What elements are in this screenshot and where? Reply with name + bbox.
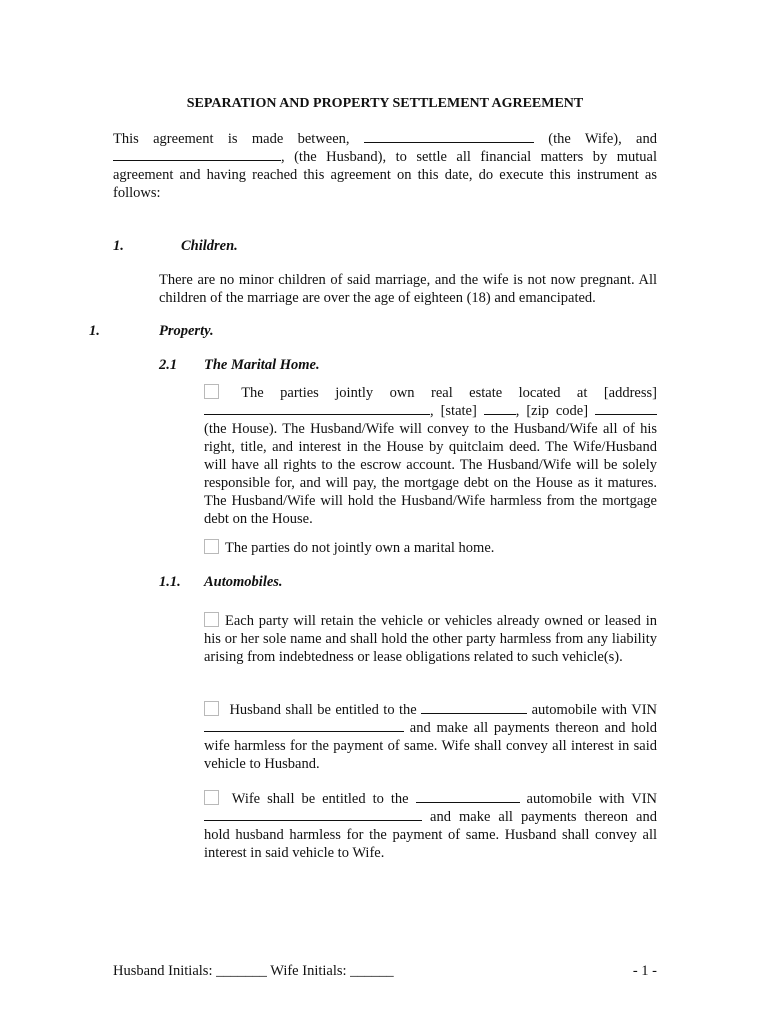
automobiles-number: 1.1. xyxy=(159,574,181,590)
wife-vehicle-text-b: automobile with VIN xyxy=(526,791,658,807)
husband-name-blank[interactable] xyxy=(113,148,281,161)
husband-vehicle-checkbox[interactable] xyxy=(204,701,219,716)
automobiles-title: Automobiles. xyxy=(204,574,283,590)
marital-home-number: 2.1 xyxy=(159,357,178,373)
intro-text: This agreement is made between, xyxy=(113,131,350,147)
wife-name-blank[interactable] xyxy=(364,130,534,143)
auto-option-wife xyxy=(204,790,657,862)
wife-vehicle-text-a: Wife shall be entitled to the xyxy=(231,791,409,807)
wife-vin-blank[interactable] xyxy=(204,808,422,821)
retain-vehicles-text: Each party will retain the vehicle or vehicles already owned or leased in his or her sole name and shall hold the other party harmless from any liability arising from indebtedness or lease obligations related to such vehicle(s). xyxy=(204,613,657,665)
initials-line: Husband Initials: _______ Wife Initials: ______ xyxy=(113,963,394,979)
state-blank[interactable] xyxy=(484,402,516,415)
joint-home-checkbox[interactable] xyxy=(204,384,219,399)
joint-home-text-a: The parties jointly own real estate located at [address] xyxy=(241,385,657,401)
intro-paragraph xyxy=(113,130,657,202)
marital-home-option-none xyxy=(204,539,657,557)
page-number: - 1 - xyxy=(632,963,657,979)
no-home-text: The parties do not jointly own a marital home. xyxy=(225,540,495,556)
husband-label: , (the Husband), to settle all financial matters by mutual agreement and having reached this agreement on this date, do execute this instrument as follows: xyxy=(113,149,657,201)
children-section-title: Children. xyxy=(181,238,238,254)
marital-home-option-joint xyxy=(204,384,657,528)
property-section-number: 1. xyxy=(89,323,100,339)
state-label: , [state] xyxy=(430,403,477,419)
marital-home-title: The Marital Home. xyxy=(204,357,320,373)
husband-vehicle-text-c: and make all payments thereon and hold wife harmless for the payment of same. Wife shall convey all interest in said vehicle to Husband. xyxy=(204,720,658,772)
property-section-title: Property. xyxy=(159,323,214,339)
joint-home-text-b: (the House). The Husband/Wife will convey to the Husband/Wife all of his right, title, and interest in the House by quitclaim deed. The Wife/Husband will have all rights to the escrow account. The Husband/Wife will be solely responsible for, and will pay, the mortgage debt on the House as it matures. The Husband/Wife will hold the Husband/Wife harmless from the mortgage debt on the House. xyxy=(204,421,657,527)
zip-blank[interactable] xyxy=(595,402,657,415)
wife-vehicle-text-c: and make all payments thereon and hold husband harmless for the payment of same. Husband shall convey all interest in said vehicle to Wife. xyxy=(204,809,657,861)
auto-option-husband xyxy=(204,701,657,773)
children-section-number: 1. xyxy=(113,238,124,254)
zip-label: , [zip code] xyxy=(515,403,589,419)
auto-option-retain xyxy=(204,612,657,666)
document-title: SEPARATION AND PROPERTY SETTLEMENT AGREEMENT xyxy=(186,96,584,111)
wife-vehicle-checkbox[interactable] xyxy=(204,790,219,805)
address-blank[interactable] xyxy=(204,402,430,415)
husband-automobile-blank[interactable] xyxy=(421,701,527,714)
wife-automobile-blank[interactable] xyxy=(416,790,520,803)
children-text: There are no minor children of said marriage, and the wife is not now pregnant. All children of the marriage are over the age of eighteen (18) and emancipated. xyxy=(159,272,657,306)
husband-vehicle-text-a: Husband shall be entitled to the xyxy=(229,702,417,718)
retain-vehicles-checkbox[interactable] xyxy=(204,612,219,627)
no-home-checkbox[interactable] xyxy=(204,539,219,554)
husband-vehicle-text-b: automobile with VIN xyxy=(531,702,657,718)
page-footer xyxy=(113,962,657,980)
wife-label: (the Wife), and xyxy=(548,131,657,147)
husband-vin-blank[interactable] xyxy=(204,719,404,732)
